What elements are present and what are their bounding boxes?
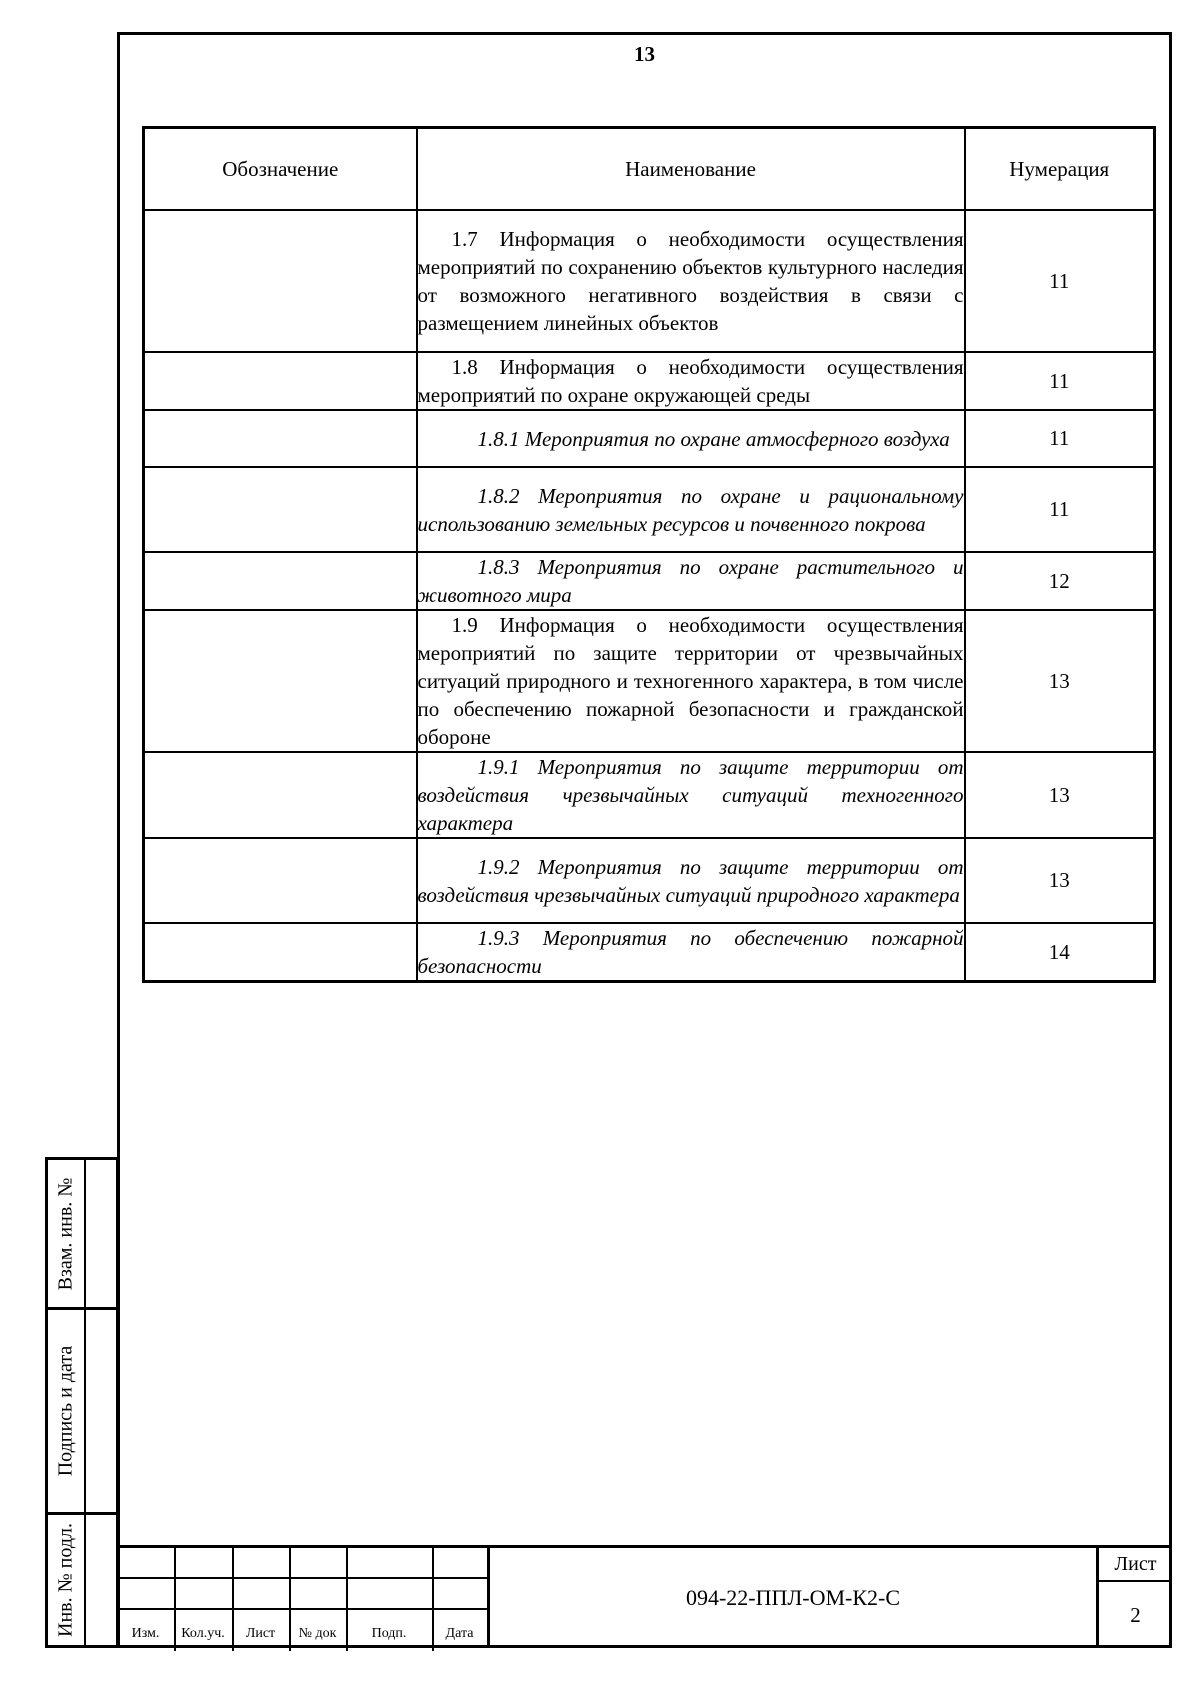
cell-designation (144, 610, 417, 752)
cell-page: 13 (965, 610, 1155, 752)
caption-data: Дата (445, 1626, 474, 1641)
table-row (144, 838, 1155, 923)
cell-designation (144, 210, 417, 352)
cell-name-text: 1.9.3 Мероприятия по обеспечению пожарной безопасности (417, 926, 964, 978)
cell-name (417, 410, 965, 467)
cell-name (417, 210, 965, 352)
header-name: Наименование (417, 128, 965, 211)
table-row (144, 467, 1155, 552)
side-stamp-inv (45, 1512, 119, 1648)
caption-ndok: № док (298, 1626, 337, 1641)
cell-name-text: 1.8.1 Мероприятия по охране атмосферного воздуха (477, 426, 950, 451)
sheet-label: Лист (1099, 1548, 1172, 1582)
cell-name (417, 552, 965, 610)
cell-page: 11 (965, 410, 1155, 467)
table-row (144, 552, 1155, 610)
cell-name (417, 352, 965, 410)
caption-list: Лист (245, 1626, 276, 1641)
page-number-top: 13 (634, 42, 655, 66)
cell-name (417, 752, 965, 838)
cell-name-text: 1.9 Информация о необходимости осуществления мероприятий по защите территории от чрезвычайных ситуаций природного и техногенного характера, в том числе по обеспечению пожарной безопасности и гражданской обороне (417, 613, 964, 749)
table-row (144, 210, 1155, 352)
contents-table (142, 126, 1156, 983)
sheet-number: 2 (1130, 1603, 1141, 1627)
table-row (144, 923, 1155, 982)
cell-page: 11 (965, 467, 1155, 552)
cell-page: 13 (965, 752, 1155, 838)
caption-podp: Подп. (371, 1626, 407, 1641)
title-block (117, 1545, 1172, 1648)
side-stamp-podpis (45, 1307, 119, 1515)
cell-name-text: 1.8 Информация о необходимости осуществления мероприятий по охране окружающей среды (417, 355, 964, 407)
table-row (144, 352, 1155, 410)
sheet-box (1096, 1545, 1172, 1648)
cell-name (417, 838, 965, 923)
cell-designation (144, 838, 417, 923)
cell-name-text: 1.8.2 Мероприятия по охране и рациональному использованию земельных ресурсов и почвенного покрова (417, 483, 964, 536)
cell-name (417, 610, 965, 752)
cell-designation (144, 752, 417, 838)
table-row (144, 752, 1155, 838)
cell-name-text: 1.9.1 Мероприятия по защите территории от воздействия чрезвычайных ситуаций техногенного характера (417, 755, 964, 835)
cell-designation (144, 352, 417, 410)
table-row (144, 610, 1155, 752)
cell-name (417, 467, 965, 552)
cell-page: 14 (965, 923, 1155, 982)
header-designation: Обозначение (144, 128, 417, 211)
cell-designation (144, 552, 417, 610)
caption-izm: Изм. (131, 1626, 160, 1641)
cell-page: 11 (965, 352, 1155, 410)
side-label-podpis: Подпись и дата (54, 1345, 77, 1477)
cell-name-text: 1.9.2 Мероприятия по защите территории от воздействия чрезвычайных ситуаций природного характера (417, 854, 964, 907)
cell-designation (144, 410, 417, 467)
side-label-inv: Инв. № подл. (54, 1523, 77, 1637)
table-header-row (144, 128, 1155, 211)
cell-designation (144, 467, 417, 552)
cell-name-text: 1.7 Информация о необходимости осуществления мероприятий по сохранению объектов культурного наследия от возможного негативного воздействия в связи с размещением линейных объектов (417, 227, 964, 335)
table-row (144, 410, 1155, 467)
side-label-vzam: Взам. инв. № (54, 1177, 77, 1290)
document-code: 094-22-ППЛ-ОМ-К2-С (487, 1545, 1096, 1648)
cell-page: 13 (965, 838, 1155, 923)
side-stamp-vzam (45, 1157, 119, 1310)
cell-page: 12 (965, 552, 1155, 610)
cell-page: 11 (965, 210, 1155, 352)
cell-name (417, 923, 965, 982)
header-page: Нумерация (965, 128, 1155, 211)
caption-kolvo: Кол.уч. (181, 1626, 225, 1641)
title-block-grid (117, 1545, 487, 1648)
cell-designation (144, 923, 417, 982)
cell-name-text: 1.8.3 Мероприятия по охране растительного и животного мира (417, 555, 964, 607)
